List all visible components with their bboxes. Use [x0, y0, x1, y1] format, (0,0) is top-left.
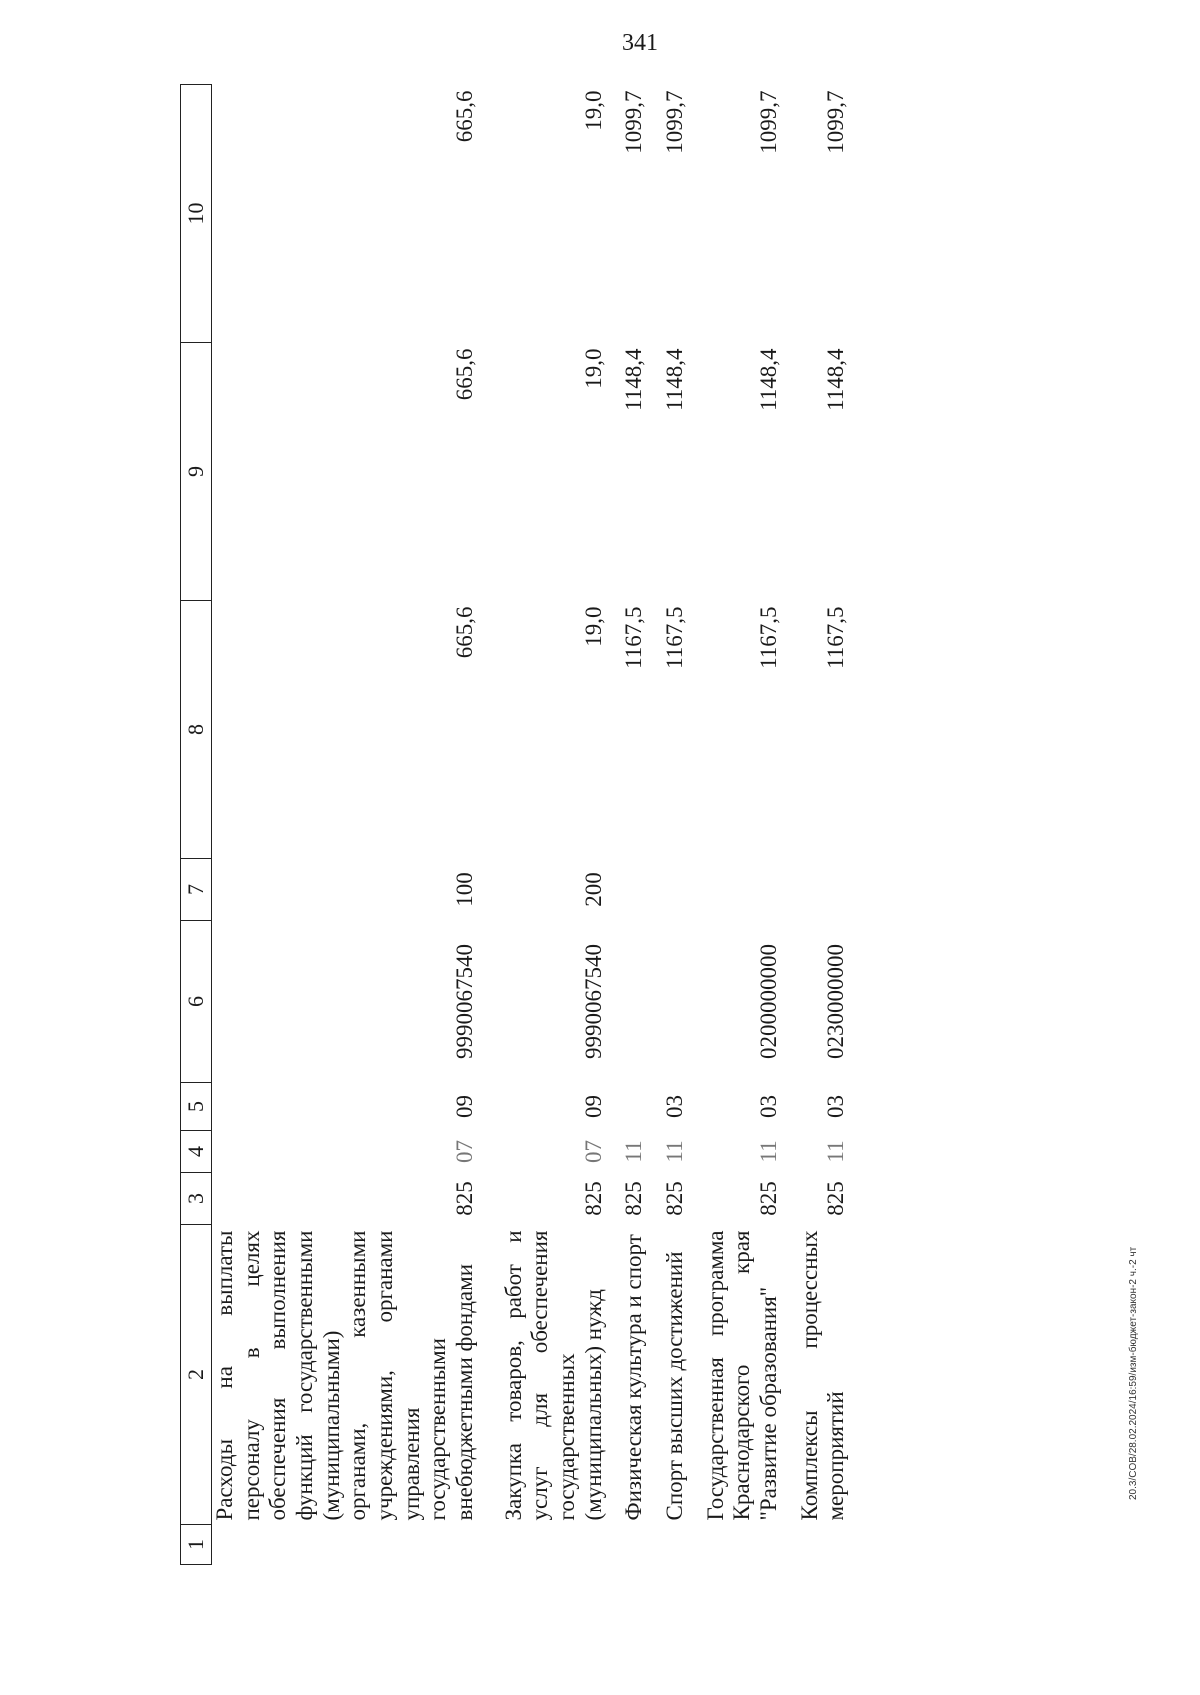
table-header-row — [181, 85, 212, 1565]
cell-subsection: 09 — [452, 1095, 478, 1118]
table-row — [501, 85, 622, 1565]
cell-amount-1: 1167,5 — [662, 606, 688, 669]
cell-department: 825 — [823, 1181, 849, 1216]
cell-expense-type — [662, 859, 703, 921]
cell-amount-1: 665,6 — [452, 606, 478, 659]
cell-amount-1: 1167,5 — [756, 606, 782, 669]
cell-description: Комплексы процессных мероприятий — [796, 1230, 849, 1521]
cell-amount-3: 1099,7 — [823, 90, 849, 154]
cell-section: 11 — [662, 1140, 688, 1163]
column-header: 2 — [181, 1225, 212, 1525]
table-row — [662, 85, 703, 1565]
cell-description: Закупка товаров, работ и услуг для обеспечения государственных (муниципальных) нужд — [500, 1230, 606, 1521]
cell-amount-2: 1148,4 — [621, 348, 647, 411]
cell-amount-3: 1099,7 — [662, 90, 688, 154]
cell-expense-type — [797, 859, 850, 921]
column-header: 9 — [181, 343, 212, 601]
cell-target-code: 9990067540 — [452, 944, 478, 1059]
cell-target-code: 0200000000 — [756, 944, 782, 1059]
cell-expense-type — [703, 859, 797, 921]
column-header: 4 — [181, 1131, 212, 1173]
cell-amount-2: 1148,4 — [662, 348, 688, 411]
cell-amount-3: 665,6 — [452, 90, 478, 143]
cell-subsection: 09 — [580, 1095, 606, 1118]
cell-department: 825 — [662, 1181, 688, 1216]
cell-target-code — [621, 921, 662, 1083]
cell-section: 11 — [823, 1140, 849, 1163]
cell-subsection — [621, 1083, 662, 1131]
column-header: 6 — [181, 921, 212, 1083]
cell-department: 825 — [580, 1181, 606, 1216]
table-row — [703, 85, 797, 1565]
cell-expense-type: 100 — [452, 872, 478, 907]
cell-target-code: 9990067540 — [580, 944, 606, 1059]
cell-subsection: 03 — [823, 1095, 849, 1118]
cell-amount-1: 19,0 — [580, 606, 606, 647]
page-number: 341 — [622, 30, 658, 56]
cell-description: Спорт высших достижений — [662, 1251, 688, 1521]
budget-table-rotated — [180, 85, 1000, 1565]
column-header: 5 — [181, 1083, 212, 1131]
cell-amount-1: 1167,5 — [621, 606, 647, 669]
cell-target-code: 0230000000 — [823, 944, 849, 1059]
cell-section: 07 — [580, 1140, 606, 1163]
cell-description: Физическая культура и спорт — [621, 1234, 647, 1521]
column-header: 8 — [181, 601, 212, 859]
cell-department: 825 — [621, 1181, 647, 1216]
cell-description: Расходы на выплаты персоналу в целях обеспечения выполнения функций государственными (муниципальными) органами, казенными учреждениями, органами управления государственными внебюджетными фондами — [212, 1230, 478, 1521]
column-header: 7 — [181, 859, 212, 921]
cell-amount-1: 1167,5 — [823, 606, 849, 669]
cell-num — [212, 1525, 501, 1565]
column-header: 1 — [181, 1525, 212, 1565]
cell-num — [501, 1525, 622, 1565]
cell-amount-3: 1099,7 — [756, 90, 782, 154]
cell-department: 825 — [452, 1181, 478, 1216]
cell-num — [703, 1525, 797, 1565]
cell-amount-2: 665,6 — [452, 348, 478, 401]
cell-subsection: 03 — [756, 1095, 782, 1118]
cell-section: 11 — [756, 1140, 782, 1163]
column-header: 3 — [181, 1173, 212, 1225]
budget-table — [180, 84, 850, 1565]
cell-amount-3: 1099,7 — [621, 90, 647, 154]
cell-subsection: 03 — [662, 1095, 688, 1118]
cell-num — [621, 1525, 662, 1565]
table-row — [797, 85, 850, 1565]
footer-code: 20.3/COB/28.02.2024/16:59/изм-бюджет-закон-2 ч.-2 чт — [1128, 1246, 1139, 1500]
cell-amount-2: 1148,4 — [756, 348, 782, 411]
cell-description: Государственная программа Краснодарского края "Развитие образования" — [702, 1230, 782, 1521]
cell-amount-3: 19,0 — [580, 90, 606, 131]
cell-section: 11 — [621, 1140, 647, 1163]
cell-section: 07 — [452, 1140, 478, 1163]
cell-department: 825 — [756, 1181, 782, 1216]
cell-amount-2: 1148,4 — [823, 348, 849, 411]
column-header: 10 — [181, 85, 212, 343]
cell-expense-type: 200 — [580, 872, 606, 907]
table-row — [212, 85, 501, 1565]
table-row — [621, 85, 662, 1565]
cell-target-code — [662, 921, 703, 1083]
cell-num — [662, 1525, 703, 1565]
cell-amount-2: 19,0 — [580, 348, 606, 389]
cell-num — [797, 1525, 850, 1565]
cell-expense-type — [621, 859, 662, 921]
